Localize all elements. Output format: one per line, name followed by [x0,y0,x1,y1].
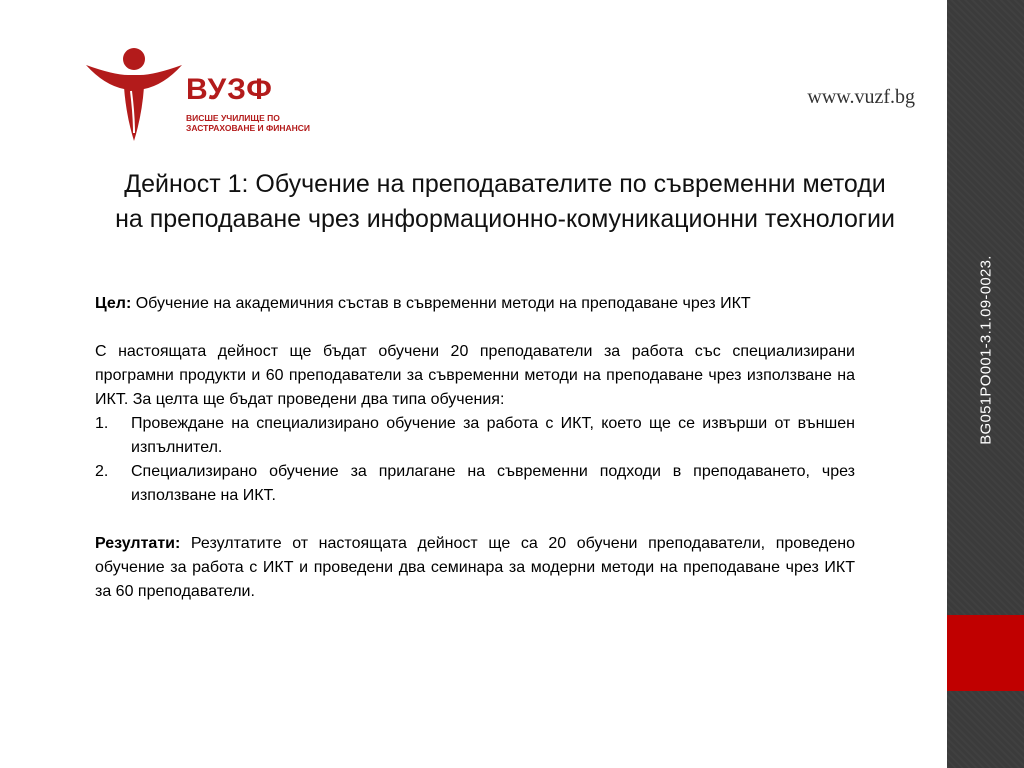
list-item-text: Провеждане на специализирано обучение за работа с ИКТ, което ще се извърши от външен изпълнител. [131,415,855,456]
goal-text: Обучение на академичния състав в съвременни методи на преподаване чрез ИКТ [135,295,751,312]
logo-name: ВУЗФ [186,73,273,106]
list-number: 2. [95,463,109,480]
sidebar-accent-block [947,615,1024,691]
list-number: 1. [95,415,109,432]
results-label: Резултати: [95,535,191,552]
website-link[interactable]: www.vuzf.bg [807,86,915,108]
logo-subtitle: ВИСШЕ УЧИЛИЩЕ ПО ЗАСТРАХОВАНЕ И ФИНАНСИ [186,113,311,133]
content-body [95,292,855,604]
list-item-text: Специализирано обучение за прилагане на съвременни подходи в преподаването, чрез използване на ИКТ. [131,463,855,504]
project-code: BG051PO001-3.1.09-0023. [977,255,995,445]
results-text: Резултатите от настоящата дейност ще са 20 обучени преподаватели, проведено обучение за работа с ИКТ и проведени два семинара за модерни методи на преподаване чрез ИКТ за 60 преподаватели. [95,535,855,600]
list-item [95,460,855,508]
list-item [95,412,855,460]
goal-paragraph [95,292,855,316]
activity-list [95,412,855,508]
page-title: Дейност 1: Обучение на преподавателите по съвременни методи на преподаване чрез информационно-комуникационни технологии [115,170,895,233]
description-paragraph: С настоящата дейност ще бъдат обучени 20 преподаватели за работа със специализирани програмни продукти и 60 преподаватели за съвременни методи на преподаване чрез използване на ИКТ. За целта ще бъдат проведени два типа обучения: [95,343,855,408]
figure-logo-icon [84,45,184,145]
goal-label: Цел: [95,295,136,312]
results-paragraph [95,532,855,604]
vuzf-logo [84,45,334,145]
